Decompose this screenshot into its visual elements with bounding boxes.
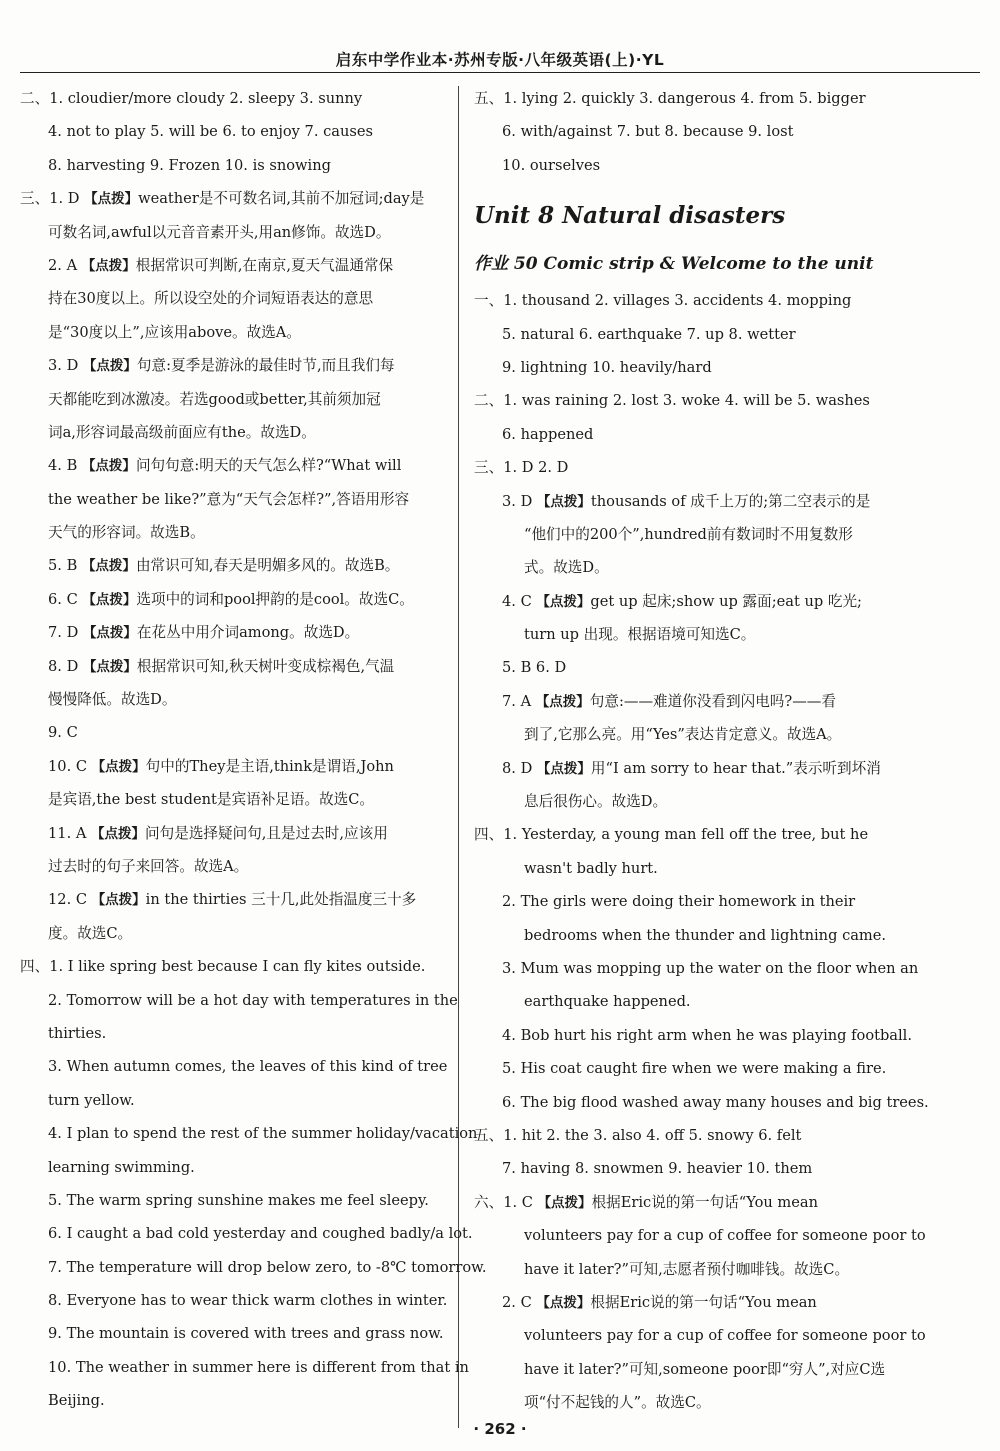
tip-label: 【点拨】 — [81, 458, 136, 475]
line-text: volunteers pay for a cup of coffee for someone poor to — [524, 1327, 926, 1345]
line-text: 可数名词,awful以元音音素开头,用an修饰。故选D。 — [48, 223, 391, 241]
line-text: Beijing. — [48, 1392, 105, 1410]
line-text: 7. The temperature will drop below zero, to -8℃ tomorrow. — [48, 1258, 487, 1276]
line-text: 天都能吃到冰激凌。若选good或better,其前须加冠 — [48, 390, 381, 408]
line-text: 五、1. hit 2. the 3. also 4. off 5. snowy 6. felt — [474, 1126, 802, 1144]
left-line — [20, 1151, 448, 1184]
answer-key: 4. C — [502, 592, 537, 610]
left-line — [20, 783, 448, 816]
line-text: weather是不可数名词,其前不加冠词;day是 — [138, 190, 425, 208]
line-text: 四、1. I like spring best because I can fly kites outside. — [20, 958, 426, 976]
line-text: 5. natural 6. earthquake 7. up 8. wetter — [502, 325, 796, 343]
answer-key: 11. A — [48, 824, 92, 842]
tip-label: 【点拨】 — [82, 591, 137, 608]
right-line — [474, 685, 904, 718]
right-line — [474, 585, 904, 618]
tip-label: 【点拨】 — [81, 558, 136, 575]
answer-key: 4. B — [48, 457, 82, 475]
line-text: have it later?”可知,志愿者预付咖啡钱。故选C。 — [524, 1260, 850, 1278]
line-text: 一、1. thousand 2. villages 3. accidents 4. mopping — [474, 292, 852, 310]
line-text: 8. harvesting 9. Frozen 10. is snowing — [48, 156, 331, 174]
line-text: 在花丛中用介词among。故选D。 — [136, 624, 360, 642]
right-line — [474, 985, 904, 1018]
left-line — [20, 1217, 473, 1250]
right-line — [474, 1086, 929, 1119]
line-text: 慢慢降低。故选D。 — [48, 691, 177, 709]
line-text: 由常识可知,春天是明媚多风的。故选B。 — [135, 557, 400, 575]
left-line — [20, 1017, 448, 1050]
answer-key: 5. B — [48, 557, 82, 575]
right-line — [474, 384, 904, 417]
left-line — [20, 1317, 448, 1350]
left-line — [20, 416, 448, 449]
right-line — [474, 418, 904, 451]
right-column — [474, 82, 929, 1419]
line-text: 4. I plan to spend the rest of the summer holiday/vacation — [48, 1125, 478, 1143]
line-text: 6. happened — [502, 425, 594, 443]
left-line — [20, 249, 448, 282]
right-line — [474, 1019, 912, 1052]
line-text: 7. having 8. snowmen 9. heavier 10. them — [502, 1160, 813, 1178]
line-text: 5. B 6. D — [502, 659, 567, 677]
line-text: 是“30度以上”,应该用above。故选A。 — [48, 323, 301, 341]
right-top-line — [474, 115, 904, 148]
line-text: learning swimming. — [48, 1158, 195, 1176]
left-column — [20, 82, 487, 1418]
right-line — [474, 1353, 904, 1386]
right-top-answers — [474, 82, 904, 182]
line-text: 过去时的句子来回答。故选A。 — [48, 857, 249, 875]
left-line — [20, 182, 448, 215]
right-line — [474, 785, 904, 818]
line-text: bedrooms when the thunder and lightning came. — [524, 926, 887, 944]
left-line — [20, 282, 448, 315]
line-text: 3. When autumn comes, the leaves of this kind of tree — [48, 1058, 448, 1076]
line-text: 9. C — [48, 724, 78, 742]
answer-key: 12. C — [48, 891, 92, 909]
line-text: 二、1. cloudier/more cloudy 2. sleepy 3. sunny — [20, 90, 363, 107]
line-text: turn yellow. — [48, 1091, 135, 1109]
line-text: 6. I caught a bad cold yesterday and coughed badly/a lot. — [48, 1225, 473, 1243]
answer-key: 2. A — [48, 256, 82, 274]
right-line — [474, 518, 904, 551]
line-text: 式。故选D。 — [524, 559, 609, 577]
left-line — [20, 950, 448, 983]
left-line — [20, 817, 448, 850]
line-text: 息后很伤心。故选D。 — [524, 793, 668, 811]
right-line — [474, 718, 904, 751]
header-rule — [20, 72, 980, 73]
answer-key: 8. D — [48, 657, 83, 675]
line-text: 句中的They是主语,think是谓语,John — [145, 757, 394, 775]
right-line — [474, 485, 904, 518]
line-text: 五、1. lying 2. quickly 3. dangerous 4. from 5. bigger — [474, 90, 866, 107]
line-text: 问句句意:明天的天气怎么样?“What will — [135, 457, 402, 475]
right-line — [474, 1253, 904, 1286]
tip-label: 【点拨】 — [536, 1294, 591, 1311]
tip-label: 【点拨】 — [536, 593, 591, 610]
line-text: earthquake happened. — [524, 993, 691, 1011]
line-text: the weather be like?”意为“天气会怎样?”,答语用形容 — [48, 490, 410, 508]
answer-key: 8. D — [502, 759, 537, 777]
left-line — [20, 650, 448, 683]
line-text: 度。故选C。 — [48, 924, 133, 942]
right-line — [474, 284, 904, 317]
answer-key: 6. C — [48, 590, 83, 608]
right-line — [474, 351, 904, 384]
left-line — [20, 616, 448, 649]
left-line — [20, 316, 448, 349]
right-line — [474, 1219, 926, 1252]
line-text: 二、1. was raining 2. lost 3. woke 4. will be 5. washes — [474, 392, 870, 410]
right-line — [474, 451, 904, 484]
line-text: 词a,形容词最高级前面应有the。故选D。 — [48, 423, 316, 441]
line-text: 到了,它那么亮。用“Yes”表达肯定意义。故选A。 — [524, 726, 842, 744]
line-text: 句意:夏季是游泳的最佳时节,而且我们每 — [136, 357, 395, 375]
tip-label: 【点拨】 — [536, 493, 591, 510]
tip-label: 【点拨】 — [535, 693, 590, 710]
tip-label: 【点拨】 — [537, 1194, 592, 1211]
answer-key: 六、1. C — [474, 1193, 538, 1211]
left-line — [20, 82, 448, 115]
homework-title: 作业 50 Comic strip & Welcome to the unit — [474, 254, 874, 275]
right-line — [474, 1152, 904, 1185]
page-header: 启东中学作业本·苏州专版·八年级英语(上)·YL — [335, 51, 665, 69]
left-line — [20, 984, 458, 1017]
left-line — [20, 516, 448, 549]
answer-key: 3. D — [48, 357, 83, 375]
right-line — [474, 885, 904, 918]
line-text: turn up 出现。根据语境可知选C。 — [524, 626, 756, 644]
line-text: 三、1. D 2. D — [474, 459, 569, 477]
answer-key: 7. A — [502, 692, 536, 710]
page-number: · 262 · — [473, 1420, 527, 1438]
line-text: “他们中的200个”,hundred前有数词时不用复数形 — [524, 525, 853, 543]
left-line — [20, 1351, 469, 1384]
right-line — [474, 752, 904, 785]
right-line — [474, 551, 904, 584]
left-line — [20, 149, 448, 182]
left-line — [20, 1117, 478, 1150]
unit-title: Unit 8 Natural disasters — [474, 202, 786, 230]
left-line — [20, 583, 448, 616]
left-line — [20, 1184, 448, 1217]
line-text: 天气的形容词。故选B。 — [48, 524, 205, 542]
line-text: 9. The mountain is covered with trees and grass now. — [48, 1325, 444, 1343]
left-line — [20, 115, 448, 148]
right-line — [474, 1186, 904, 1219]
answer-key: 三、1. D — [20, 190, 85, 208]
left-line — [20, 549, 448, 582]
answer-key: 2. C — [502, 1293, 537, 1311]
left-line — [20, 349, 448, 382]
line-text: 句意:——难道你没看到闪电吗?——看 — [589, 692, 836, 710]
left-line — [20, 716, 448, 749]
answer-key: 3. D — [502, 492, 537, 510]
tip-label: 【点拨】 — [82, 658, 137, 675]
tip-label: 【点拨】 — [82, 625, 137, 642]
line-text: thirties. — [48, 1024, 107, 1042]
line-text: 10. The weather in summer here is different from that in — [48, 1358, 469, 1376]
line-text: 6. The big flood washed away many houses and big trees. — [502, 1093, 929, 1111]
right-line — [474, 919, 904, 952]
line-text: 9. lightning 10. heavily/hard — [502, 358, 712, 376]
line-text: 6. with/against 7. but 8. because 9. lost — [502, 123, 794, 141]
left-line — [20, 917, 448, 950]
right-line — [474, 1319, 926, 1352]
left-line — [20, 216, 448, 249]
right-answers — [474, 284, 929, 1419]
line-text: 5. His coat caught fire when we were making a fire. — [502, 1060, 887, 1078]
left-line — [20, 1251, 487, 1284]
line-text: volunteers pay for a cup of coffee for someone poor to — [524, 1227, 926, 1245]
line-text: thousands of 成千上万的;第二空表示的是 — [590, 492, 871, 510]
left-line — [20, 449, 448, 482]
left-line — [20, 1384, 448, 1417]
line-text: 2. The girls were doing their homework in their — [502, 893, 856, 911]
answer-key: 7. D — [48, 624, 83, 642]
right-line — [474, 618, 904, 651]
line-text: have it later?”可知,someone poor即“穷人”,对应C选 — [524, 1360, 886, 1378]
right-top-line — [474, 82, 904, 115]
answer-key: 10. C — [48, 757, 92, 775]
right-line — [474, 318, 904, 351]
tip-label: 【点拨】 — [81, 257, 136, 274]
right-top-line — [474, 149, 904, 182]
line-text: 问句是选择疑问句,且是过去时,应该用 — [145, 824, 388, 842]
right-line — [474, 1286, 904, 1319]
line-text: 选项中的词和pool押韵的是cool。故选C。 — [136, 590, 414, 608]
right-line — [474, 952, 919, 985]
line-text: 根据Eric说的第一句话“You mean — [590, 1293, 817, 1311]
left-line — [20, 850, 448, 883]
right-line — [474, 1119, 904, 1152]
line-text: 项“付不起钱的人”。故选C。 — [524, 1394, 711, 1412]
line-text: 5. The warm spring sunshine makes me feel sleepy. — [48, 1191, 429, 1209]
left-line — [20, 1050, 448, 1083]
tip-label: 【点拨】 — [84, 191, 139, 208]
tip-label: 【点拨】 — [91, 892, 146, 909]
line-text: 持在30度以上。所以设空处的介词短语表达的意思 — [48, 290, 374, 308]
left-line — [20, 383, 448, 416]
line-text: wasn't badly hurt. — [524, 859, 658, 877]
right-line — [474, 818, 904, 851]
left-line — [20, 1284, 448, 1317]
right-line — [474, 1386, 904, 1419]
line-text: 4. Bob hurt his right arm when he was playing football. — [502, 1026, 912, 1044]
line-text: get up 起床;show up 露面;eat up 吃光; — [590, 592, 862, 610]
line-text: 4. not to play 5. will be 6. to enjoy 7. causes — [48, 123, 373, 141]
line-text: 用“I am sorry to hear that.”表示听到坏消 — [590, 759, 881, 777]
line-text: 8. Everyone has to wear thick warm clothes in winter. — [48, 1292, 448, 1310]
line-text: in the thirties 三十几,此处指温度三十多 — [145, 891, 417, 909]
left-line — [20, 683, 448, 716]
line-text: 根据常识可判断,在南京,夏天气温通常保 — [135, 256, 394, 274]
line-text: 2. Tomorrow will be a hot day with temperatures in the — [48, 991, 458, 1009]
line-text: 3. Mum was mopping up the water on the floor when an — [502, 959, 919, 977]
line-text: 是宾语,the best student是宾语补足语。故选C。 — [48, 791, 375, 809]
right-line — [474, 852, 904, 885]
left-line — [20, 483, 448, 516]
line-text: 根据Eric说的第一句话“You mean — [591, 1193, 819, 1211]
left-line — [20, 1084, 448, 1117]
left-line — [20, 750, 448, 783]
tip-label: 【点拨】 — [91, 825, 146, 842]
right-line — [474, 1052, 904, 1085]
line-text: 10. ourselves — [502, 156, 601, 174]
tip-label: 【点拨】 — [82, 358, 137, 375]
left-line — [20, 883, 448, 916]
line-text: 根据常识可知,秋天树叶变成棕褐色,气温 — [136, 657, 395, 675]
line-text: 四、1. Yesterday, a young man fell off the tree, but he — [474, 826, 869, 844]
tip-label: 【点拨】 — [536, 760, 591, 777]
right-line — [474, 651, 904, 684]
tip-label: 【点拨】 — [91, 758, 146, 775]
